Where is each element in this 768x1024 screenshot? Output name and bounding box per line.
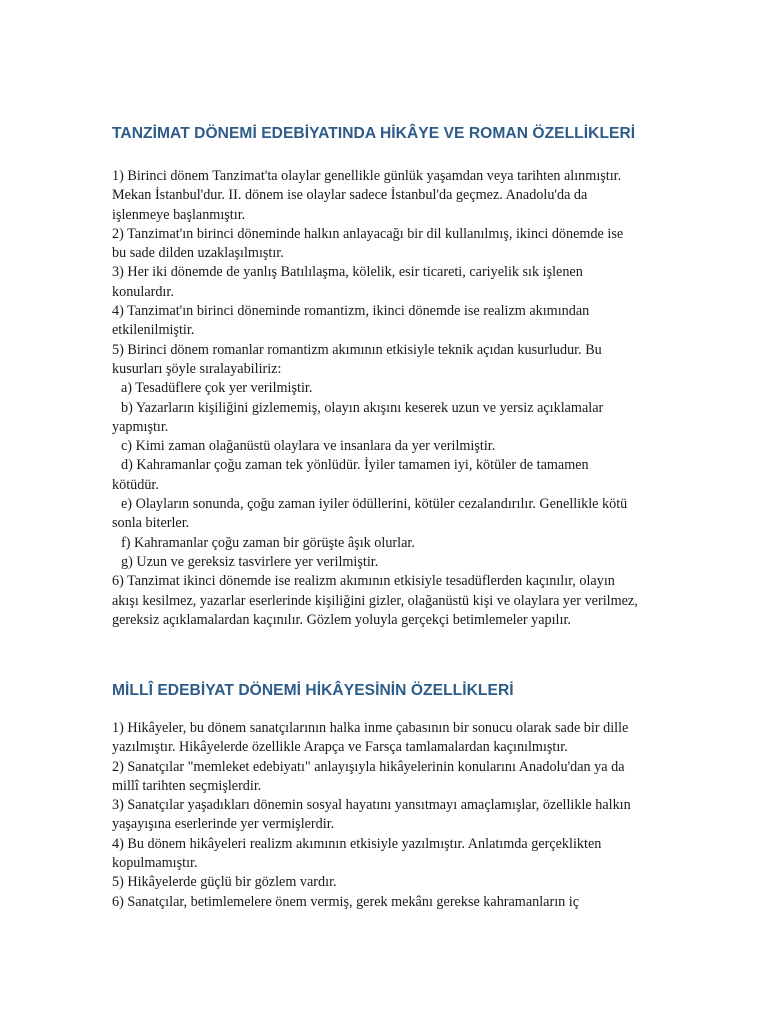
text-line: yazılmıştır. Hikâyelerde özellikle Arapça ve Farsça tamlamalardan kaçınılmıştır. (112, 739, 568, 756)
section-title-tanzimat: TANZİMAT DÖNEMİ EDEBİYATINDA HİKÂYE VE ROMAN ÖZELLİKLERİ (112, 125, 636, 142)
text-line: kopulmamıştır. (112, 855, 198, 872)
text-line: kötüdür. (112, 476, 159, 493)
text-line: 6) Tanzimat ikinci dönemde ise realizm akımının etkisiyle tesadüflerden kaçınılır, olayın (112, 573, 615, 590)
section-text-tanzimat (112, 167, 660, 630)
list-item-c: c) Kimi zaman olağanüstü olaylara ve insanlara da yer verilmiştir. (121, 438, 496, 455)
list-item-d: d) Kahramanlar çoğu zaman tek yönlüdür. İyiler tamamen iyi, kötüler de tamamen (121, 457, 589, 474)
text-line: yaşayışına eserlerinde yer vermişlerdir. (112, 816, 335, 833)
text-line: 6) Sanatçılar, betimlemelere önem vermiş, gerek mekânı gerekse kahramanların iç (112, 893, 580, 910)
section-text-milli-edebiyat (112, 719, 660, 912)
text-line: 3) Her iki dönemde de yanlış Batılılaşma, kölelik, esir ticareti, cariyelik sık işlenen (112, 264, 583, 281)
text-line: 5) Hikâyelerde güçlü bir gözlem vardır. (112, 874, 337, 891)
text-line: 5) Birinci dönem romanlar romantizm akımının etkisiyle teknik açıdan kusurludur. Bu (112, 341, 602, 358)
text-line: 2) Sanatçılar "memleket edebiyatı" anlayışıyla hikâyelerinin konularını Anadolu'dan ya da (112, 758, 625, 775)
text-line: 4) Tanzimat'ın birinci döneminde romantizm, ikinci dönemde ise realizm akımından (112, 303, 590, 320)
list-item-g: g) Uzun ve gereksiz tasvirlere yer verilmiştir. (121, 553, 379, 570)
text-line: akışı kesilmez, yazarlar eserlerinde kişiliğini gizler, olağanüstü kişi ve olaylara yer verilmez, (112, 592, 638, 609)
text-line: sonla biterler. (112, 515, 190, 532)
list-item-f: f) Kahramanlar çoğu zaman bir görüşte âşık olurlar. (121, 534, 415, 551)
text-line: 1) Birinci dönem Tanzimat'ta olaylar genellikle günlük yaşamdan veya tarihten alınmıştır. (112, 168, 622, 184)
text-line: 4) Bu dönem hikâyeleri realizm akımının etkisiyle yazılmıştır. Anlatımda gerçeklikten (112, 835, 602, 852)
text-line: 3) Sanatçılar yaşadıkları dönemin sosyal hayatını yansıtmayı amaçlamışlar, özellikle halkın (112, 797, 631, 814)
text-line: gereksiz açıklamalardan kaçınılır. Gözlem yoluyla gerçekçi betimlemeler yapılır. (112, 611, 571, 628)
text-line: 2) Tanzimat'ın birinci döneminde halkın anlayacağı bir dil kullanılmış, ikinci dönemde ise (112, 225, 624, 242)
text-line: yapmıştır. (112, 418, 169, 435)
text-line: kusurları şöyle sıralayabiliriz: (112, 360, 282, 377)
text-line: bu sade dilden uzaklaşılmıştır. (112, 245, 284, 262)
list-item-a: a) Tesadüflere çok yer verilmiştir. (121, 380, 313, 397)
text-line: 1) Hikâyeler, bu dönem sanatçılarının halka inme çabasının bir sonucu olarak sade bir dille (112, 720, 629, 736)
text-line: etkilenilmiştir. (112, 322, 195, 339)
text-line: millî tarihten seçmişlerdir. (112, 777, 262, 794)
text-line: Mekan İstanbul'dur. II. dönem ise olaylar sadece İstanbul'da geçmez. Anadolu'da da (112, 187, 588, 204)
list-item-b: b) Yazarların kişiliğini gizlememiş, olayın akışını keserek uzun ve yersiz açıklamalar (121, 399, 604, 416)
text-line: işlenmeye başlanmıştır. (112, 206, 246, 223)
section-title-milli-edebiyat: MİLLÎ EDEBİYAT DÖNEMİ HİKÂYESİNİN ÖZELLİKLERİ (112, 682, 514, 699)
text-line: konulardır. (112, 283, 174, 300)
list-item-e: e) Olayların sonunda, çoğu zaman iyiler ödüllerini, kötüler cezalandırılır. Genellikle kötü (121, 496, 628, 513)
